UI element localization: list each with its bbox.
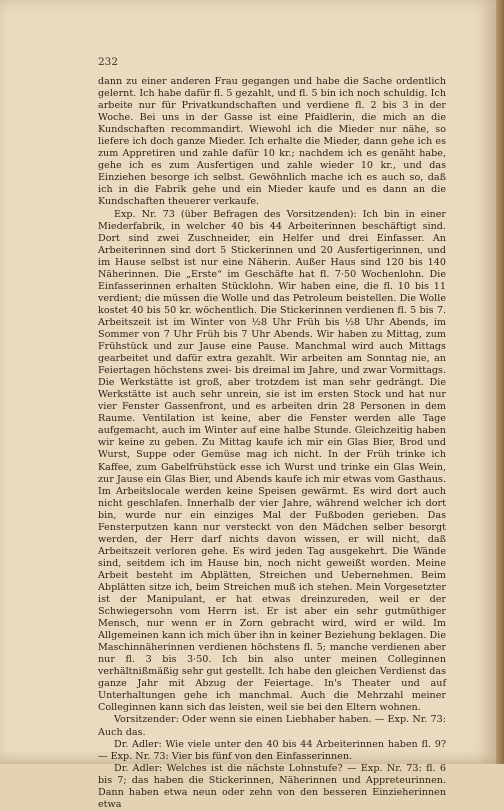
paragraph-adler-question-2: Dr. Adler: Welches ist die nächste Lohnstufe? — Exp. Nr. 73: fl. 6 bis 7; das haben die Stickerinnen, Näherinnen und Appreteurinnen. Dann haben etwa neun oder zehn von den besseren Einzieherinnen etwa [98,762,446,810]
paragraph-testimony: Exp. Nr. 73 (über Befragen des Vorsitzenden): Ich bin in einer Miederfabrik, in welcher 40 bis 44 Arbeiterinnen beschäftigt sind. Dort sind zwei Zuschneider, ein Helfer und drei Einfasser. An Arbeiterinnen sind dort 5 Stickerinnen und 20 Ausfertigerinnen, und im Hause selbst ist nur eine Näherin. Außer Haus sind 120 bis 140 Näherinnen. Die „Erste“ im Geschäfte hat fl. 7·50 Wochenlohn. Die Einfasserinnen erhalten Stücklohn. Wir haben eine, die fl. 10 bis 11 verdient; die müssen die Wolle und das Petroleum beistellen. Die Wolle kostet 40 bis 50 kr. wöchentlich. Die Stickerinnen verdienen fl. 5 bis 7. Arbeitszeit ist im Winter von ½8 Uhr Früh bis ½8 Uhr Abends, im Sommer von 7 Uhr Früh bis 7 Uhr Abends. Wir haben zu Mittag, zum Frühstück und zur Jause eine Pause. Manchmal wird auch Mittags gearbeitet und dafür extra gezahlt. Wir arbeiten am Sonntag nie, an Feiertagen höchstens zwei- bis dreimal im Jahre, und zwar Vormittags. Die Werkstätte ist groß, aber trotzdem ist man sehr gedrängt. Die Werkstätte ist auch sehr unrein, sie ist im ersten Stock und hat nur vier Fenster Gassenfront, und es arbeiten drin 28 Personen in dem Raume. Ventilation ist keine, aber die Fenster werden alle Tage aufgemacht, auch im Winter auf eine halbe Stunde. Gleichzeitig haben wir keine zu geben. Zu Mittag kaufe ich mir ein Glas Bier, Brod und Wurst, Suppe oder Gemüse mag ich nicht. In der Früh trinke ich Kaffee, zum Gabelfrühstück esse ich Wurst und trinke ein Glas Wein, zur Jause ein Glas Bier, und Abends kaufe ich mir etwas vom Gasthaus. Im Arbeitslocale werden keine Speisen gewärmt. Es wird dort auch nicht geschlafen. Innerhalb der vier Jahre, während welcher ich dort bin, wurde nur ein einziges Mal der Fußboden gerieben. Das Fensterputzen kann nur versteckt von den Mädchen selber besorgt werden, der Herr darf nichts davon wissen, er will nicht, daß Arbeitszeit verloren gehe. Es wird jeden Tag ausgekehrt. Die Wände sind, seitdem ich im Hause bin, noch nicht geweißt worden. Meine Arbeit besteht im Abplätten, Streichen und Uebernehmen. Beim Abplätten sitze ich, beim Streichen muß ich stehen. Mein Vorgesetzter ist der Manipulant, er hat etwas dreinzureden, weil er der Schwiegersohn vom Herrn ist. Er ist aber ein sehr gutmüthiger Mensch, nur wenn er in Zorn gebracht wird, wird er wild. Im Allgemeinen kann ich mich über ihn in keiner Beziehung beklagen. Die Maschinnäherinnen verdienen höchstens fl. 5; manche verdienen aber nur fl. 3 bis 3·50. Ich bin also unter meinen Colleginnen verhältnißmäßig sehr gut gestellt. Ich habe den gleichen Verdienst das ganze Jahr mit Abzug der Feiertage. In's Theater und auf Unterhaltungen gehe ich manchmal. Auch die Mehrzahl meiner Colleginnen kann sich das leisten, weil sie bei den Eltern wohnen. [98,208,446,714]
page-number: 232 [98,56,119,68]
page-text [98,76,446,811]
book-spine [496,0,504,764]
paragraph-chair-question: Vorsitzender: Oder wenn sie einen Liebhaber haben. — Exp. Nr. 73: Auch das. [98,714,446,738]
paragraph-continuation: dann zu einer anderen Frau gegangen und habe die Sache ordentlich gelernt. Ich habe dafür fl. 5 gezahlt, und fl. 5 bin ich noch schuldig. Ich arbeite nur für Privatkundschaften und verdiene fl. 2 bis 3 in der Woche. Bei uns in der Gasse ist eine Pfaidlerin, die mich an die Kundschaften recommandirt. Wiewohl ich die Mieder nur nähe, so liefere ich doch ganze Mieder. Ich erhalte die Mieder, dann gehe ich es zum Appretiren und zahle dafür 10 kr.; nachdem ich es genäht habe, gehe ich es zum Ausfertigen und zahle wieder 10 kr., und das Einziehen besorge ich selbst. Gewöhnlich mache ich es auch so, daß ich in die Fabrik gehe und ein Mieder kaufe und es dann an die Kundschaften theuerer verkaufe. [98,76,446,208]
paragraph-adler-question-1: Dr. Adler: Wie viele unter den 40 bis 44 Arbeiterinnen haben fl. 9? — Exp. Nr. 73: Vier bis fünf von den Einfasserinnen. [98,738,446,762]
